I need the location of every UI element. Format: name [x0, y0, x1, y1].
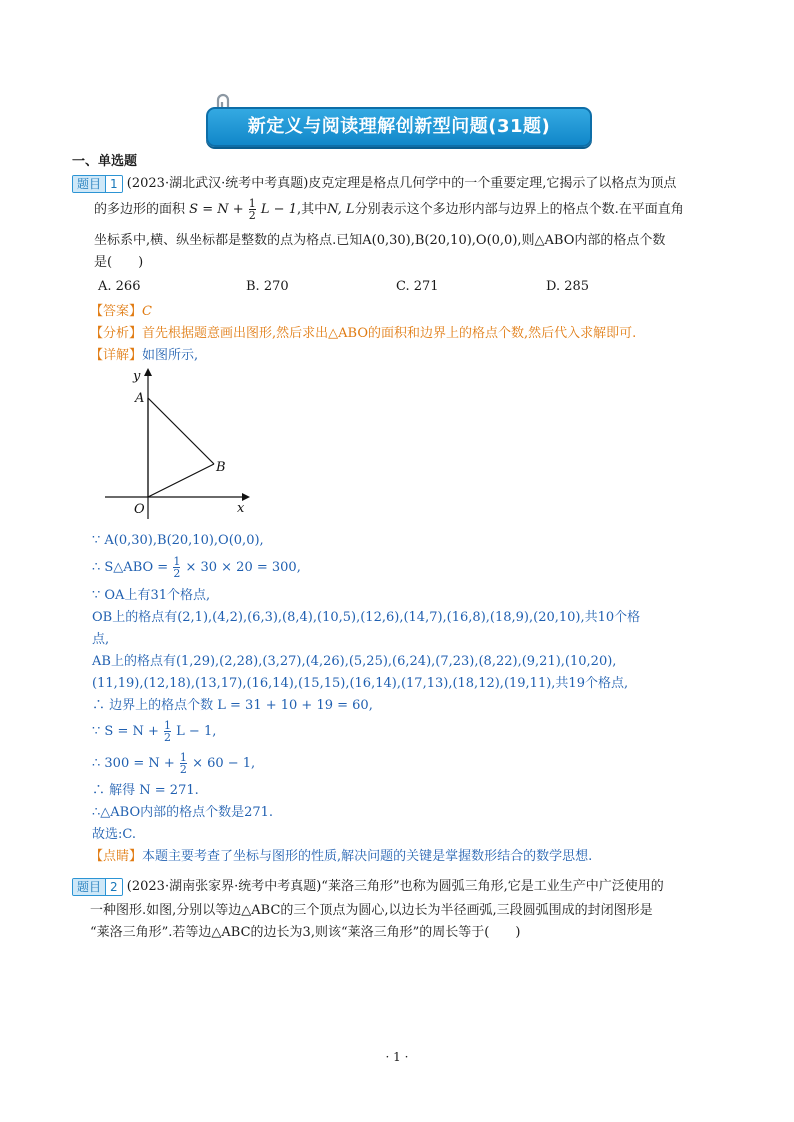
tag-label: 题目 — [73, 879, 105, 895]
analysis-line — [90, 323, 636, 345]
y-axis-arrow — [144, 368, 152, 376]
problem-2-tag — [72, 878, 123, 896]
text: 的多边形的面积 — [94, 202, 186, 217]
numerator: 1 — [179, 751, 187, 764]
problem-1-text: 皮克定理是格点几何学中的一个重要定理,它揭示了以格点为顶点 — [308, 176, 677, 191]
tag-number: 2 — [105, 879, 122, 895]
formula: S = N + — [189, 202, 244, 217]
x-axis-arrow — [242, 493, 250, 501]
step-13: 故选:C. — [92, 827, 136, 842]
tag-label: 题目 — [73, 176, 105, 192]
answer-label: 【答案】 — [90, 304, 143, 319]
variables: N, L — [327, 202, 355, 217]
problem-1-line-1 — [72, 173, 676, 195]
answer-line — [90, 301, 152, 323]
step-11: ∴ 解得 N = 271. — [92, 783, 199, 798]
segment-ab — [148, 398, 214, 464]
detail-label: 【详解】 — [90, 348, 143, 363]
page-number: · 1 · — [385, 1050, 409, 1064]
y-axis-label: y — [133, 369, 141, 384]
denominator: 2 — [164, 731, 172, 744]
option-b: B. 270 — [246, 279, 289, 294]
numerator: 1 — [164, 719, 172, 732]
problem-1-line-3: 坐标系中,横、纵坐标都是整数的点为格点.已知A(0,30),B(20,10),O(0,0),则△ABO内部的格点个数 — [94, 233, 666, 248]
fraction — [180, 752, 187, 775]
page-title: 新定义与阅读理解创新型问题(31题) — [206, 107, 592, 147]
text: × 30 × 20 = 300, — [185, 560, 301, 575]
fraction — [164, 720, 171, 743]
text: ∴ 300 = N + — [92, 756, 175, 771]
analysis-label: 【分析】 — [90, 326, 143, 341]
point-b-label: B — [216, 460, 226, 475]
problem-2-line-3: “莱洛三角形”.若等边△ABC的边长为3,则该“莱洛三角形”的周长等于( ) — [90, 925, 521, 940]
step-9 — [92, 720, 216, 743]
text: ∴ S△ABO = — [92, 560, 169, 575]
comment-line — [90, 846, 592, 868]
coordinate-figure — [100, 364, 260, 528]
problem-2-line-1 — [72, 876, 664, 898]
segment-ob — [148, 464, 214, 497]
option-d: D. 285 — [546, 279, 590, 294]
denominator: 2 — [179, 763, 187, 776]
step-4: OB上的格点有(2,1),(4,2),(6,3),(8,4),(10,5),(12,6),(14,7),(16,8),(18,9),(20,10),共10个格 — [92, 610, 641, 625]
analysis-text: 首先根据题意画出图形,然后求出△ABO的面积和边界上的格点个数,然后代入求解即可. — [142, 326, 637, 341]
problem-1-tag — [72, 175, 123, 193]
text: ∵ S = N + — [92, 724, 159, 739]
answer-value: C — [142, 304, 152, 319]
step-8: ∴ 边界上的格点个数 L = 31 + 10 + 19 = 60, — [92, 698, 373, 713]
comment-text: 本题主要考查了坐标与图形的性质,解决问题的关键是掌握数形结合的数学思想. — [142, 849, 593, 864]
x-axis-label: x — [237, 501, 245, 516]
step-2 — [92, 556, 301, 579]
formula: L − 1 — [260, 202, 297, 217]
numerator: 1 — [173, 555, 181, 568]
text: × 60 − 1, — [192, 756, 256, 771]
detail-text: 如图所示, — [142, 348, 199, 363]
step-6: AB上的格点有(1,29),(2,28),(3,27),(4,26),(5,25),(6,24),(7,23),(8,22),(9,21),(10,20), — [92, 654, 617, 669]
comment-label: 【点睛】 — [90, 849, 143, 864]
problem-1-line-2 — [94, 198, 684, 221]
problem-1-source: (2023·湖北武汉·统考中考真题) — [126, 176, 309, 191]
step-12: ∴△ABO内部的格点个数是271. — [92, 805, 274, 820]
section-heading: 一、单选题 — [72, 154, 138, 169]
fraction — [249, 198, 256, 221]
step-3: ∵ OA上有31个格点, — [92, 588, 211, 603]
step-1: ∵ A(0,30),B(20,10),O(0,0), — [92, 533, 264, 548]
text: 分别表示这个多边形内部与边界上的格点个数.在平面直角 — [354, 202, 684, 217]
denominator: 2 — [248, 209, 256, 222]
text: L − 1, — [176, 724, 217, 739]
numerator: 1 — [248, 197, 256, 210]
step-7: (11,19),(12,18),(13,17),(16,14),(15,15),(16,14),(17,13),(18,12),(19,11),共19个格点, — [92, 676, 629, 691]
step-10 — [92, 752, 255, 775]
point-a-label: A — [135, 391, 145, 406]
point-o-label: O — [134, 502, 145, 517]
problem-1-line-4: 是( ) — [94, 255, 144, 270]
option-a: A. 266 — [98, 279, 141, 294]
text: ,其中 — [296, 202, 328, 217]
denominator: 2 — [173, 567, 181, 580]
fraction — [173, 556, 180, 579]
step-5: 点, — [92, 632, 110, 647]
problem-2-line-2: 一种图形.如图,分别以等边△ABC的三个顶点为圆心,以边长为半径画弧,三段圆弧围成的封闭图形是 — [90, 903, 653, 918]
problem-2-text: “莱洛三角形”也称为圆弧三角形,它是工业生产中广泛使用的 — [321, 879, 664, 894]
option-c: C. 271 — [396, 279, 439, 294]
tag-number: 1 — [105, 176, 122, 192]
problem-2-source: (2023·湖南张家界·统考中考真题) — [126, 879, 322, 894]
